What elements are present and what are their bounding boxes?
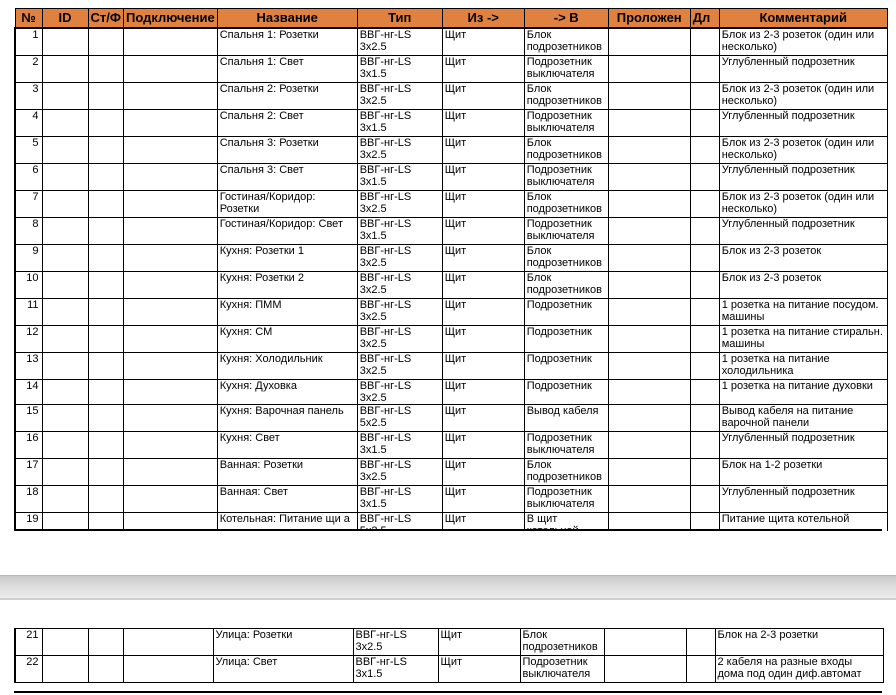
cell-length[interactable] [690,28,719,56]
table-row [15,459,887,486]
cell-num[interactable]: 2 [15,56,42,83]
cell-stf[interactable] [88,272,123,299]
table-row [15,272,887,299]
cell-name[interactable]: Кухня: СМ [217,326,357,353]
cell-to[interactable]: Подрозетник выключателя [520,656,604,683]
cell-laid[interactable] [608,299,690,326]
cell-comment[interactable]: Блок на 1-2 розетки [719,459,887,486]
cell-length[interactable] [690,83,719,110]
cell-num[interactable]: 15 [15,405,42,432]
cell-laid[interactable] [608,56,690,83]
cell-laid[interactable] [608,326,690,353]
cell-connection[interactable] [123,164,217,191]
cell-connection[interactable] [123,137,217,164]
cell-from[interactable]: Щит [438,629,520,656]
cell-num[interactable]: 22 [15,656,42,683]
table-row [15,486,887,513]
cell-id[interactable] [42,299,88,326]
cell-type[interactable]: ВВГ-нг-LS 3х2.5 [357,83,442,110]
cell-name[interactable]: Спальня 3: Розетки [217,137,357,164]
cell-id[interactable] [42,656,88,683]
cell-num[interactable]: 21 [15,629,42,656]
cell-type[interactable]: ВВГ-нг-LS 3х2.5 [357,137,442,164]
cell-length[interactable] [690,164,719,191]
cell-from[interactable]: Щит [438,656,520,683]
cell-connection[interactable] [123,432,217,459]
cell-type[interactable]: ВВГ-нг-LS 3х2.5 [357,272,442,299]
cell-from[interactable]: Щит [442,380,524,405]
header-row [15,9,887,29]
cell-comment[interactable]: 1 розетка на питание стиральн. машины [719,326,887,353]
cell-to[interactable]: Подрозетник выключателя [524,486,608,513]
cell-type[interactable]: ВВГ-нг-LS 3х1.5 [357,110,442,137]
cell-comment[interactable]: Блок из 2-3 розеток [719,272,887,299]
cell-length[interactable] [690,326,719,353]
cell-name[interactable]: Улица: Розетки [213,629,353,656]
cell-connection[interactable] [123,459,217,486]
cell-name[interactable]: Кухня: ПММ [217,299,357,326]
cell-name[interactable]: Спальня 2: Свет [217,110,357,137]
cell-comment[interactable]: Блок из 2-3 розеток (один или несколько) [719,191,887,218]
cell-type[interactable]: ВВГ-нг-LS 3х2.5 [357,245,442,272]
cell-num[interactable]: 16 [15,432,42,459]
cell-id[interactable] [42,629,88,656]
cell-name[interactable]: Кухня: Варочная панель [217,405,357,432]
cell-to[interactable]: Подрозетник [524,326,608,353]
cell-comment[interactable]: 1 розетка на питание холодильника [719,353,887,380]
cell-laid[interactable] [608,191,690,218]
cell-stf[interactable] [88,326,123,353]
cell-num[interactable]: 11 [15,299,42,326]
cell-stf[interactable] [88,83,123,110]
cell-type[interactable]: ВВГ-нг-LS 3х2.5 [357,353,442,380]
cell-name[interactable]: Кухня: Свет [217,432,357,459]
cell-comment[interactable]: 2 кабеля на разные входы дома под один диф.автомат [715,656,883,683]
table-row [15,164,887,191]
cell-length[interactable] [690,56,719,83]
cell-to[interactable]: Блок подрозетников [524,83,608,110]
cell-num[interactable]: 5 [15,137,42,164]
cell-stf[interactable] [88,28,123,56]
cell-type[interactable]: ВВГ-нг-LS 3х1.5 [357,218,442,245]
cell-from[interactable]: Щит [442,405,524,432]
cell-to[interactable]: Блок подрозетников [524,245,608,272]
cell-comment[interactable]: Углубленный подрозетник [719,218,887,245]
cell-stf[interactable] [88,299,123,326]
cell-id[interactable] [42,28,88,56]
cell-num[interactable]: 14 [15,380,42,405]
header-from[interactable]: Из -> [442,9,524,29]
cell-name[interactable]: Улица: Свет [213,656,353,683]
cell-from[interactable]: Щит [442,326,524,353]
cell-id[interactable] [42,191,88,218]
cell-comment[interactable]: Блок на 2-3 розетки [715,629,883,656]
cell-to[interactable]: Блок подрозетников [524,28,608,56]
cell-comment[interactable]: Блок из 2-3 розеток (один или несколько) [719,28,887,56]
cell-name[interactable]: Спальня 2: Розетки [217,83,357,110]
cell-laid[interactable] [608,486,690,513]
cell-from[interactable]: Щит [442,28,524,56]
cell-laid[interactable] [604,656,686,683]
cell-to[interactable]: Блок подрозетников [524,272,608,299]
cell-num[interactable]: 13 [15,353,42,380]
table-row [15,245,887,272]
cell-stf[interactable] [88,459,123,486]
cell-length[interactable] [690,137,719,164]
cell-num[interactable]: 3 [15,83,42,110]
cell-from[interactable]: Щит [442,218,524,245]
cell-laid[interactable] [608,245,690,272]
cell-type[interactable]: ВВГ-нг-LS 3х2.5 [357,459,442,486]
cell-to[interactable]: Подрозетник выключателя [524,164,608,191]
table-row [15,137,887,164]
cell-laid[interactable] [608,272,690,299]
cell-stf[interactable] [88,164,123,191]
cell-connection[interactable] [123,245,217,272]
cell-from[interactable]: Щит [442,486,524,513]
cell-type[interactable]: ВВГ-нг-LS 3х2.5 [357,380,442,405]
cell-type[interactable]: ВВГ-нг-LS 3х1.5 [357,164,442,191]
cell-from[interactable]: Щит [442,137,524,164]
cell-name[interactable]: Ванная: Розетки [217,459,357,486]
cell-id[interactable] [42,486,88,513]
cell-id[interactable] [42,164,88,191]
cell-connection[interactable] [123,110,217,137]
cell-type[interactable]: ВВГ-нг-LS 3х2.5 [353,629,438,656]
cell-id[interactable] [42,353,88,380]
cell-length[interactable] [690,272,719,299]
cell-num[interactable]: 12 [15,326,42,353]
cell-stf[interactable] [88,629,123,656]
table-row [15,110,887,137]
cell-laid[interactable] [608,353,690,380]
cell-stf[interactable] [88,656,123,683]
cell-id[interactable] [42,380,88,405]
cell-length[interactable] [690,459,719,486]
cell-laid[interactable] [608,459,690,486]
cell-id[interactable] [42,326,88,353]
cell-from[interactable]: Щит [442,513,524,540]
cell-type[interactable]: ВВГ-нг-LS 3х2.5 [357,299,442,326]
cell-from[interactable]: Щит [442,299,524,326]
cell-num[interactable]: 6 [15,164,42,191]
cell-comment[interactable]: Углубленный подрозетник [719,110,887,137]
cell-comment[interactable]: Углубленный подрозетник [719,56,887,83]
cell-to[interactable]: Блок подрозетников [524,459,608,486]
cell-from[interactable]: Щит [442,83,524,110]
table-row [15,629,883,656]
cell-num[interactable]: 19 [15,513,42,540]
cell-laid[interactable] [608,432,690,459]
cell-connection[interactable] [123,486,217,513]
cell-stf[interactable] [88,353,123,380]
cell-stf[interactable] [88,432,123,459]
cell-connection[interactable] [123,28,217,56]
cell-type[interactable]: ВВГ-нг-LS 3х2.5 [357,326,442,353]
table-body [15,28,887,567]
cell-id[interactable] [42,405,88,432]
cell-num[interactable]: 8 [15,218,42,245]
cell-connection[interactable] [123,218,217,245]
cell-id[interactable] [42,459,88,486]
cell-to[interactable]: Подрозетник [524,299,608,326]
cell-stf[interactable] [88,218,123,245]
cell-laid[interactable] [608,380,690,405]
cell-connection[interactable] [123,299,217,326]
cell-length[interactable] [690,405,719,432]
cell-length[interactable] [690,299,719,326]
cell-from[interactable]: Щит [442,353,524,380]
cell-id[interactable] [42,218,88,245]
cell-name[interactable]: Ванная: Свет [217,486,357,513]
header-id[interactable]: ID [42,9,88,29]
table-row [15,56,887,83]
cell-name[interactable]: Гостиная/Коридор: Свет [217,218,357,245]
cell-from[interactable]: Щит [442,272,524,299]
cell-laid[interactable] [608,137,690,164]
cell-to[interactable]: Подрозетник выключателя [524,432,608,459]
cell-connection[interactable] [123,380,217,405]
cell-comment[interactable]: Углубленный подрозетник [719,432,887,459]
cell-num[interactable]: 9 [15,245,42,272]
cell-to[interactable]: Блок подрозетников [524,191,608,218]
cable-table [14,8,888,567]
cell-to[interactable]: Блок подрозетников [520,629,604,656]
page-gap [0,575,896,599]
table-row [15,405,887,432]
header-comment[interactable]: Комментарий [719,9,887,29]
cell-num[interactable]: 18 [15,486,42,513]
cell-id[interactable] [42,110,88,137]
cell-type[interactable]: ВВГ-нг-LS 3х1.5 [357,56,442,83]
cell-type[interactable]: ВВГ-нг-LS 3х2.5 [357,191,442,218]
cell-type[interactable]: ВВГ-нг-LS 3х1.5 [357,432,442,459]
table-row [15,299,887,326]
cell-length[interactable] [690,218,719,245]
cell-comment[interactable]: Блок из 2-3 розеток [719,245,887,272]
cell-to[interactable]: В щит [524,513,608,540]
cell-from[interactable]: Щит [442,245,524,272]
cell-name[interactable]: Гостиная/Коридор: Розетки [217,191,357,218]
cell-connection[interactable] [123,83,217,110]
cell-name[interactable]: Кухня: Духовка [217,380,357,405]
cell-connection[interactable] [123,353,217,380]
header-stf[interactable]: Ст/Ф [88,9,123,29]
cell-comment[interactable]: Питание щита котельной [719,513,887,540]
cell-to[interactable]: Подрозетник выключателя [524,110,608,137]
cell-comment[interactable]: 1 розетка на питание посудом. машины [719,299,887,326]
header-length[interactable]: Дл [690,9,719,29]
cell-id[interactable] [42,432,88,459]
cell-connection[interactable] [123,405,217,432]
cell-stf[interactable] [88,380,123,405]
cell-from[interactable]: Щит [442,110,524,137]
page-break [0,531,896,598]
cell-name[interactable]: Кухня: Розетки 2 [217,272,357,299]
cell-type[interactable]: ВВГ-нг-LS 3х2.5 [357,28,442,56]
cell-connection[interactable] [123,56,217,83]
header-connection[interactable]: Подключение [123,9,217,29]
page-bottom-border-2 [14,691,882,693]
cell-comment[interactable]: 1 розетка на питание духовки [719,380,887,405]
table-row [15,28,887,56]
table-row [15,83,887,110]
cell-name[interactable]: Котельная: Питание щи а [217,513,357,540]
cell-comment[interactable]: Вывод кабеля на питание варочной панели [719,405,887,432]
cell-name[interactable]: Кухня: Розетки 1 [217,245,357,272]
cell-type[interactable]: ВВГ-нг-LS 5х2.5 [357,405,442,432]
cell-laid[interactable] [608,405,690,432]
cell-length[interactable] [690,353,719,380]
table-row [15,326,887,353]
cell-comment[interactable]: Углубленный подрозетник [719,164,887,191]
cell-from[interactable]: Щит [442,191,524,218]
header-num[interactable]: № [15,9,42,29]
cell-num[interactable]: 1 [15,28,42,56]
cell-connection[interactable] [123,656,213,683]
cell-length[interactable] [690,245,719,272]
table-row [15,432,887,459]
cell-from[interactable]: Щит [442,459,524,486]
cell-num[interactable]: 7 [15,191,42,218]
cell-name[interactable]: Спальня 3: Свет [217,164,357,191]
cell-stf[interactable] [88,191,123,218]
table-row [15,656,883,683]
table-row [15,191,887,218]
cell-length[interactable] [686,629,715,656]
cable-table-continued [14,628,884,683]
table-row [15,218,887,245]
cell-stf[interactable] [88,486,123,513]
cell-stf[interactable] [88,137,123,164]
cell-from[interactable]: Щит [442,432,524,459]
cell-laid[interactable] [608,110,690,137]
cell-stf[interactable] [88,56,123,83]
cell-laid[interactable] [608,164,690,191]
cell-connection[interactable] [123,191,217,218]
cell-num[interactable]: 4 [15,110,42,137]
table-row [15,380,887,405]
page-top-edge [0,598,896,600]
cell-id[interactable] [42,56,88,83]
cell-name[interactable]: Спальня 1: Розетки [217,28,357,56]
cell-id[interactable] [42,137,88,164]
cell-to[interactable]: Вывод кабеля [524,405,608,432]
cell-num[interactable]: 17 [15,459,42,486]
cell-laid[interactable] [608,28,690,56]
cell-to[interactable]: Блок подрозетников [524,137,608,164]
cell-id[interactable] [42,245,88,272]
cell-length[interactable] [690,191,719,218]
cell-name[interactable]: Спальня 1: Свет [217,56,357,83]
cell-length[interactable] [686,656,715,683]
cell-to[interactable]: Подрозетник выключателя [524,56,608,83]
header-name[interactable]: Название [217,9,357,29]
cell-laid[interactable] [604,629,686,656]
cell-from[interactable]: Щит [442,56,524,83]
cell-to[interactable]: Подрозетник [524,380,608,405]
cell-length[interactable] [690,486,719,513]
cell-length[interactable] [690,432,719,459]
cell-connection[interactable] [123,272,217,299]
page-2 [0,598,896,695]
cell-to[interactable]: Подрозетник выключателя [524,218,608,245]
table-row [15,353,887,380]
cell-stf[interactable] [88,245,123,272]
cell-laid[interactable] [608,218,690,245]
cell-to[interactable]: Подрозетник [524,353,608,380]
cell-id[interactable] [42,272,88,299]
cell-comment[interactable]: Углубленный подрозетник [719,486,887,513]
header-type[interactable]: Тип [357,9,442,29]
cell-connection[interactable] [123,326,217,353]
cell-type[interactable]: ВВГ-нг-LS [357,513,442,540]
cell-num[interactable]: 10 [15,272,42,299]
header-laid[interactable]: Проложен [608,9,690,29]
cell-comment[interactable]: Блок из 2-3 розеток (один или несколько) [719,83,887,110]
cell-comment[interactable]: Блок из 2-3 розеток (один или несколько) [719,137,887,164]
cell-stf[interactable] [88,110,123,137]
cell-length[interactable] [690,380,719,405]
cell-from[interactable]: Щит [442,164,524,191]
header-to[interactable]: -> В [524,9,608,29]
cell-connection[interactable] [123,629,213,656]
cell-laid[interactable] [608,83,690,110]
cell-name[interactable]: Кухня: Холодильник [217,353,357,380]
table-body-continued [15,629,883,683]
cell-id[interactable] [42,83,88,110]
cell-type[interactable]: ВВГ-нг-LS 3х1.5 [353,656,438,683]
cell-length[interactable] [690,110,719,137]
cell-type[interactable]: ВВГ-нг-LS 3х1.5 [357,486,442,513]
cell-stf[interactable] [88,405,123,432]
